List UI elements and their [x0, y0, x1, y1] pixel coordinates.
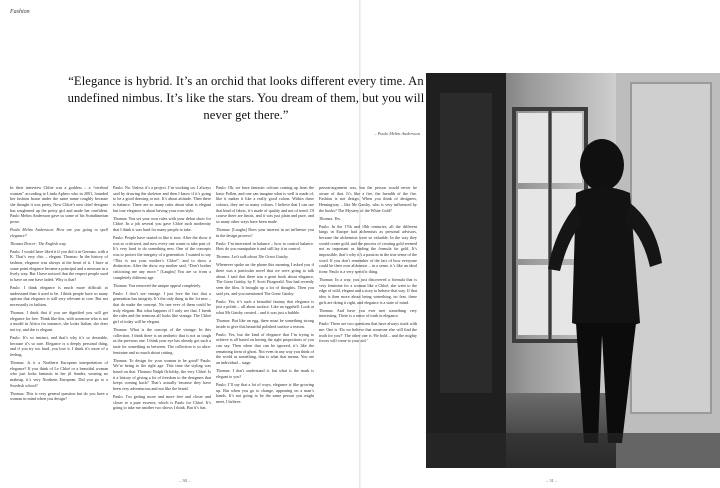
article-paragraph: Thomas: Is it a Northern European interpretation of elegance? If you think of Le Chloé or a beautiful woman who just looks fantastic in her jil Sander, wearing no makeup, it’s very Northern European. Did you go to a Swedish school?	[10, 360, 108, 388]
article-paragraph: Paulo: There are two questions that have always stuck with me. One is ‘Do we believe that someone else will find the truth for you?’ The other one is ‘Be bold – and the mighty forces will come to your aid.’	[319, 321, 417, 344]
article-paragraph: Paulo: I’m getting more and more free and closer and closer to a pure essence, which is Paulo for Chloé. It’s going to take me another two shows I think. But it’s fun.	[113, 394, 211, 411]
article-paragraph: Thomas: To design for your woman to be good? Paulo: We’re being to the right age. This time the styling was based on that. Thomas: Ralph Orlofsky, the very Chloé. Is it a history of giving a lot of freedom to the designers that keeps coming back? That’s actually because they have been very adventurous and not like the brand.	[113, 357, 211, 391]
article-paragraph: Paulo Melim Andersson: How are you going to spell elegance?	[10, 226, 108, 238]
article-paragraph: Paulo: People have started to like it now. After the show it was so criticized, and now every one wants to take part of. It’s very hard to do something new. One of the concepts was to protect the integrity of a generation. I wanted to say “This is not your mother’s Chloé”, and to show a distinction. After the show, my mother said, “Don’t bother criticizing me any more.” [Laughs] You are so from a completely different age.	[113, 235, 211, 280]
editorial-photo	[426, 73, 720, 468]
article-paragraph: Thomas: [Laughs] Does your interest in art influence you in the design process?	[216, 226, 314, 238]
article-paragraph: Whenever spoke on the phone this morning I asked you if there was a particular novel that we were going to talk about. I said that there was a great book about elegance, The Great Gatsby, by F. Scott Fitzgerald. You had recently seen the film. It brought up a lot of thoughts. Then you said yes, and you mentioned The Great Gatsby.	[216, 262, 314, 296]
article-paragraph: Thomas: Yes.	[319, 215, 341, 221]
article-paragraph: Paulo: Yes, it’s such a beautiful fantasy that elegance is just a polish – all about surface. Like an eggshell. Look at what Mr Gatsby created – and it was just a bubble.	[216, 298, 314, 316]
article-paragraph: Thomas: You set your own rules with your debut show for Chloé. In a job several you gave Chloé such modernity that I think it was hard for many people to take.	[113, 215, 211, 232]
article-paragraph: person-argument was, but the person would never be aware of that. It’s like a fire, the breadth of the fire. Fashion is not design. When you think of designers, Hemingway – like Mr Gatsby, who is very influenced by the books? The Mystery of the White Gold?	[319, 185, 417, 213]
article-body	[10, 185, 420, 475]
article-paragraph: Thomas: What is the concept of the vintage. In this collection, I think there is an aesthetic that is not as tough as the previous one. I think your eye has already got such a taste for something as between. The collection is so ultra-feminine and so much about cutting.	[113, 327, 211, 355]
article-paragraph: In their interview Chloé was a goddess – a “cerebral woman” according to Linda Aphros who in 2001, founded her fashion house under the same name roughly because she thought it was pretty. Now Chloé’s new chief designer has toughened up the pretty girl and made her confident. Paulo Melim Andersson gave us some of his Scandinavian prose.	[10, 185, 108, 224]
article-paragraph: Thomas: In a way, you just discovered a formula that is very feminine for a woman like a Chloé, she went to the edge of wild, elegant and a story to behave that way. If that idea is then more about being something, no fear, these girls are doing it right, and elegance is a state of mind.	[319, 277, 417, 305]
article-paragraph: Thomas Drecer: The English way.	[10, 240, 67, 246]
article-paragraph: Thomas: But like an egg, there must be something strong inside to give this beautiful polished surface a reason.	[216, 318, 314, 329]
article-paragraph: Paulo: In the 17th and 18th centuries, all the different kings in Europe had alchemists as personal advisors, because the alchemists were so valuable. In the way they would create gold, and the process of creating gold seemed not as important as finding the formula for gold. It’s impossible, that’s why it’s a passion in the true sense of the word. If you don’t remember of the fact of how everyone could be their own alchemist – in a sense, it’s like an ideal form: Paulo is a very specific thing.	[319, 223, 417, 274]
quote-attribution: – Paulo Melim Andersson	[374, 131, 420, 136]
article-column-4	[319, 185, 417, 475]
article-paragraph: Paulo: I think elegance is much more difficult to understand than it used to be. I think people have so many options that elegance is still very relevant at core. But not necessarily in fashion.	[10, 285, 108, 308]
article-paragraph: Thomas: And have you ever met something very interesting. There is a sense of truth in elegance.	[319, 307, 417, 319]
article-paragraph: Paulo: No. Unless it’s a project. I’m working on. I always said by drawing the skeleton and then I know if it’s going to be a good drawing or not. It’s about attitude. Then there is balance. There are so many rules about what is elegant but true elegance is about having your own style.	[113, 185, 211, 213]
page-number-left: – 30 –	[179, 478, 191, 483]
article-paragraph: Thomas: I think that if you are dignified you will get elegance for free. Think like this, with someone who is not a model in Africa for instance, she looks Italian, she does not try, and she is elegant.	[10, 310, 108, 333]
article-paragraph: Paulo: I don’t see vintage. I just love the fact that a generation has integrity. It’s the only thing in the 1st new – that do make the concept. No one ever of them could be truly elegant. But what happens if I only see that. I break the rules and the tensions all looks like vintage. The Chloé girl of today will be elegant.	[113, 290, 211, 324]
article-paragraph: Paulo: Oh, we have fantastic colours coming up from the basic Pollen, and one can imagine what is well is made of, like it makes it like a really good colour. Within these colours, they are so many colours. I believe that I can use that kind of fabric, it’s made of quality and not of trend. Of course there are limits, and it was just plain and pure, and so many other ways have been made.	[216, 185, 314, 224]
page-number-right: – 31 –	[546, 478, 558, 483]
article-paragraph: Thomas: I don’t understand it, but what is the mark is elegant to you?	[216, 368, 314, 379]
magazine-name: Fashion	[10, 9, 30, 15]
article-paragraph: Paulo: I would have liked it if you did it in German, with a K. That’s very chic – elegant. Thomas: In the history of fashion, elegance was always at the heart of it. I have at some point elegance became a principal and a measure in a lively way. But I have noticed that the respect people used to have on one have faded. Why is that?	[10, 248, 108, 283]
article-paragraph: Thomas: Let’s talk about The Great Gatsby.	[216, 254, 289, 260]
article-column-1	[10, 185, 108, 475]
article-paragraph: Paulo: It’s so instinct, and that’s why it’s so desirable, because it’s so rare. Elegance is a deeply personal thing, and if you try too hard, you lose it. I think it’s more of a feeling.	[10, 335, 108, 358]
article-paragraph: Thomas: You removed the unique appeal completely.	[113, 282, 202, 288]
photo-illustration	[426, 73, 720, 468]
article-column-3	[216, 185, 314, 475]
article-paragraph: Paulo: I’m interested in balance – how to control balance. How do you manipulate it and still lay it in control.	[216, 240, 314, 252]
pull-quote: “Elegance is hybrid. It’s an orchid that looks different every time. An undefined nimbus. It’s like the stars. You dream of them, but you will never get there.”	[67, 74, 425, 123]
article-paragraph: Thomas: This is very general question but do you have a woman in mind when you design?	[10, 390, 108, 402]
article-column-2	[113, 185, 211, 475]
article-paragraph: Paulo: Yes, but the kind of elegance that I’m trying to achieve is all based on having the right proportions of you can say. Then when that can be ignored, it’s like the remaining form of ghost. Not even in any way you think of the world as something, that is what that means. You are an individual – stage.	[216, 331, 314, 366]
article-paragraph: Paulo: I’ll say that a lot of ways, elegance is like growing up. But when you go to change, appearing on a man’s hands. It’s not going to be the same person you might meet, I believe.	[216, 381, 314, 404]
